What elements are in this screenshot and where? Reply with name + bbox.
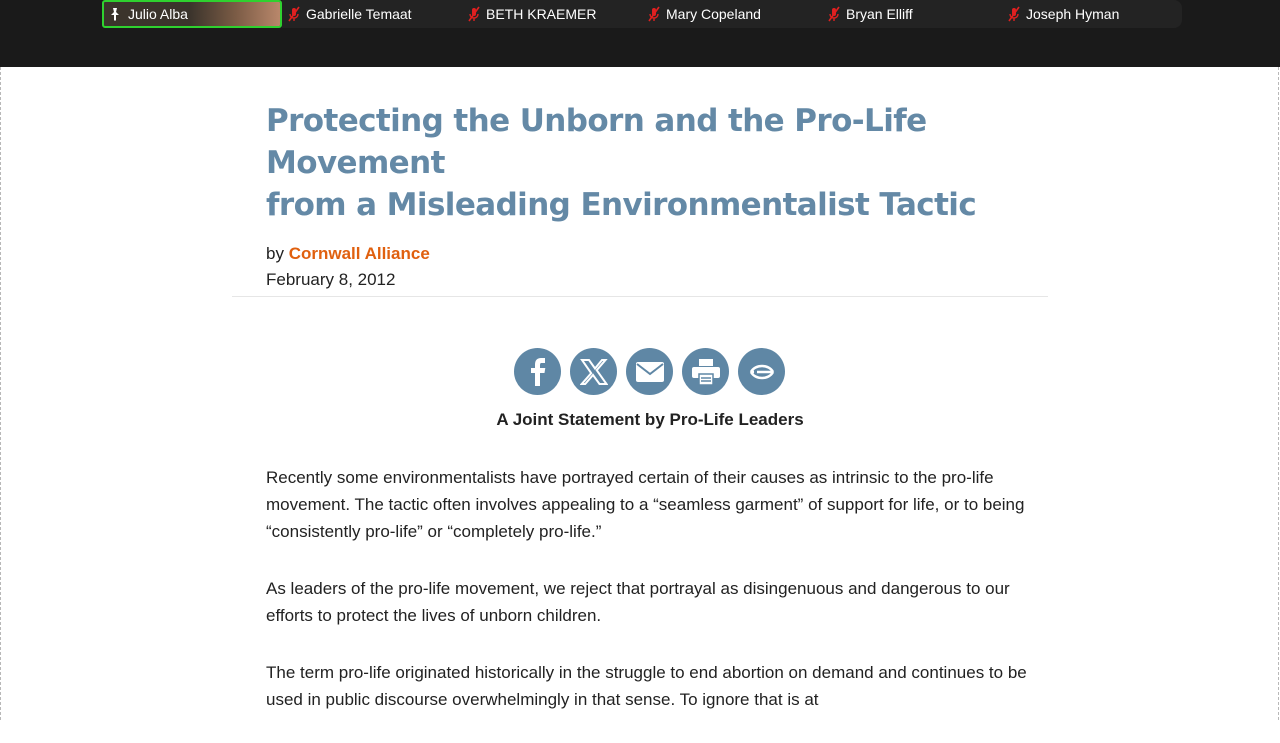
participant-name: Joseph Hyman [1026, 6, 1120, 22]
participant-name: Gabrielle Temaat [306, 6, 412, 22]
more-share-button[interactable] [738, 348, 785, 395]
mic-off-icon [466, 6, 482, 22]
print-button[interactable] [682, 348, 729, 395]
article-title [266, 100, 1046, 226]
article-body [266, 464, 1046, 743]
participant-name: Bryan Elliff [846, 6, 913, 22]
x-share-button[interactable] [570, 348, 617, 395]
participant-video-thumbnail [190, 2, 280, 28]
publish-date: February 8, 2012 [266, 270, 396, 289]
participant-tile-mary-copeland[interactable] [642, 0, 822, 28]
participant-tile-joseph-hyman[interactable] [1002, 0, 1182, 28]
participant-tile-gabrielle-temaat[interactable] [282, 0, 462, 28]
participant-name: Julio Alba [128, 6, 188, 22]
email-share-button[interactable] [626, 348, 673, 395]
mic-off-icon [826, 6, 842, 22]
paragraph: The term pro-life originated historically in the struggle to end abortion on demand and continues to be used in public discourse overwhelmingly in that sense. To ignore that is at [266, 663, 1027, 709]
mic-off-icon [646, 6, 662, 22]
more-share-icon [748, 360, 776, 384]
article-header [266, 100, 1046, 293]
participant-name: BETH KRAEMER [486, 6, 597, 22]
participant-name: Mary Copeland [666, 6, 761, 22]
shared-screen-border-right [1278, 67, 1279, 720]
article-subheading: A Joint Statement by Pro-Life Leaders [496, 410, 804, 429]
print-icon [692, 359, 720, 385]
facebook-icon [526, 357, 550, 387]
author-link[interactable]: Cornwall Alliance [288, 244, 430, 263]
share-buttons [514, 348, 785, 395]
mic-off-icon [286, 6, 302, 22]
paragraph: Recently some environmentalists have portrayed certain of their causes as intrinsic to the pro-life movement. The tactic often involves appealing to a “seamless garment” of support for life, or to being “consistently pro-life” or “completely pro-life.” [266, 468, 1025, 541]
participant-strip [102, 0, 1182, 28]
facebook-share-button[interactable] [514, 348, 561, 395]
participant-tile-beth-kraemer[interactable] [462, 0, 642, 28]
participant-tile-julio-alba[interactable] [102, 0, 282, 28]
mic-off-icon [1006, 6, 1022, 22]
email-icon [636, 362, 664, 382]
header-divider [232, 296, 1048, 297]
shared-screen-border-left [0, 67, 1, 720]
meeting-participant-bar [0, 0, 1280, 67]
pin-icon [108, 7, 122, 21]
byline-prefix: by [266, 244, 284, 263]
x-icon [580, 359, 608, 385]
paragraph: As leaders of the pro-life movement, we reject that portrayal as disingenuous and dangerous to our efforts to protect the lives of unborn children. [266, 579, 1010, 625]
byline [266, 241, 1046, 267]
article-title-line-2: from a Misleading Environmentalist Tactic [266, 187, 977, 223]
article-title-line-1: Protecting the Unborn and the Pro-Life Movement [266, 103, 927, 181]
participant-tile-bryan-elliff[interactable] [822, 0, 1002, 28]
